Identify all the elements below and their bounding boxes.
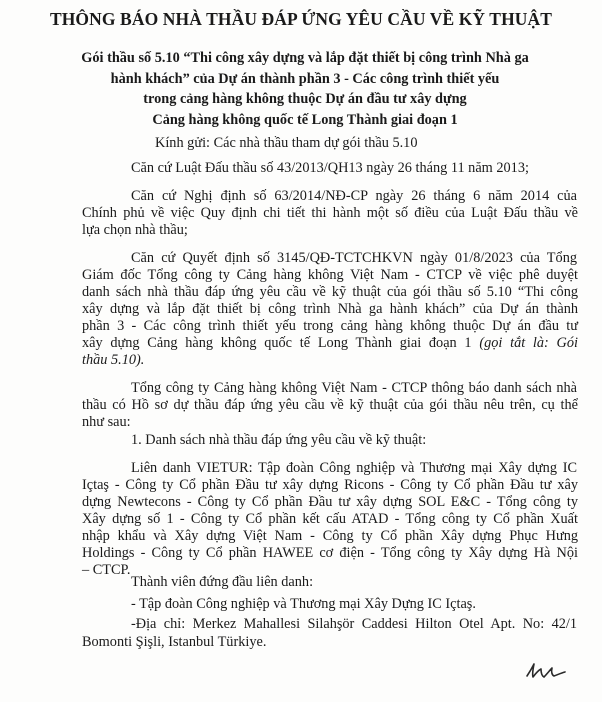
subtitle-line: Gói thầu số 5.10 “Thi công xây dựng và lắp đặt thiết bị công trình Nhà ga: [81, 50, 529, 66]
legal-basis-decision-line: Căn cứ Quyết định số 3145/QĐ-TCTCHKVN ngày 01/8/2023 của Tổng: [131, 250, 577, 266]
lead-member-heading-text: Thành viên đứng đầu liên danh:: [131, 574, 314, 590]
legal-basis-decision-line: Giám đốc Tổng công ty Cảng hàng không Việt Nam - CTCP về việc phê duyệt: [82, 267, 578, 283]
consortium-line: Liên danh VIETUR: Tập đoàn Công nghiệp và Thương mại Xây dựng IC: [131, 460, 577, 476]
greeting: Kính gửi: Các nhà thầu tham dự gói thầu 5.10: [155, 135, 418, 151]
signature-initials: [523, 660, 569, 682]
address-line: Bomonti Şişli, Istanbul Türkiye.: [82, 634, 267, 650]
legal-basis-decision-line: xây dựng và lắp đặt thiết bị công trình Nhà ga hành khách” của Dự án thành: [82, 301, 578, 317]
consortium-line: nhập khẩu và Xây dựng Việt Nam - Công ty Cổ phần Xây dựng Phục Hưng: [82, 528, 578, 544]
lead-member-name: - Tập đoàn Công nghiệp và Thương mại Xây Dựng IC Içtaş.: [131, 596, 476, 612]
legal-basis-decree-line: lựa chọn nhà thầu;: [82, 222, 188, 238]
legal-basis-decree-line: Chính phủ về việc Quy định chi tiết thi hành một số điều của Luật Đấu thầu về: [82, 205, 578, 221]
subtitle-line: trong cảng hàng không thuộc Dự án đầu tư xây dựng: [143, 91, 467, 107]
consortium-line: – CTCP.: [82, 562, 131, 578]
subtitle-line: Cảng hàng không quốc tế Long Thành giai đoạn 1: [152, 111, 458, 128]
consortium-line: Xây dựng số 1 - Công ty Cổ phần kết cấu ATAD - Tổng công ty Cổ phần Xuất: [82, 511, 578, 527]
legal-basis-decision-line: [82, 335, 578, 352]
subtitle-line: hành khách” của Dự án thành phần 3 - Các công trình thiết yếu: [110, 70, 500, 87]
consortium-line: Holdings - Công ty Cổ phần HAWEE cơ điện - Tổng công ty Xây dựng Hà Nội: [82, 545, 578, 561]
package-subtitle: [60, 48, 550, 130]
notice-line: thầu có Hồ sơ dự thầu đáp ứng yêu cầu về kỹ thuật của gói thầu nêu trên, cụ thể: [82, 397, 578, 413]
document-title: THÔNG BÁO NHÀ THẦU ĐÁP ỨNG YÊU CẦU VỀ KỸ THUẬT: [49, 9, 553, 29]
decision-short-name: (gọi tắt là: Gói: [479, 335, 578, 351]
consortium-line: dựng Newtecons - Công ty Cổ phần Đầu tư xây dựng SOL E&C - Tổng công ty: [82, 494, 578, 510]
legal-basis-decree-line: Căn cứ Nghị định số 63/2014/NĐ-CP ngày 26 tháng 6 năm 2014 của: [131, 188, 577, 204]
notice-line: Tổng công ty Cảng hàng không Việt Nam - CTCP thông báo danh sách nhà: [131, 380, 577, 396]
notice-line: như sau:: [82, 414, 131, 430]
consortium-line: Içtaş - Công ty Cổ phần Đầu tư xây dựng Ricons - Công ty Cổ phần Đầu tư xây: [82, 477, 578, 493]
decision-short-name-end: thầu 5.10).: [82, 352, 145, 368]
legal-basis-law: Căn cứ Luật Đấu thầu số 43/2013/QH13 ngày 26 tháng 11 năm 2013;: [131, 160, 529, 176]
decision-text: xây dựng Cảng hàng không quốc tế Long Thành giai đoạn 1: [82, 335, 480, 351]
legal-basis-decision-line: danh sách nhà thầu đáp ứng yêu cầu về kỹ thuật của gói thầu số 5.10 “Thi công: [82, 284, 578, 300]
section-heading-1: 1. Danh sách nhà thầu đáp ứng yêu cầu về kỹ thuật:: [131, 432, 427, 448]
address-line: -Địa chỉ: Merkez Mahallesi Silahşör Caddesi Hilton Otel Apt. No: 42/1: [131, 616, 577, 632]
legal-basis-decision-line: phần 3 - Các công trình thiết yếu trong cảng hàng không thuộc Dự án đầu tư: [82, 318, 578, 334]
